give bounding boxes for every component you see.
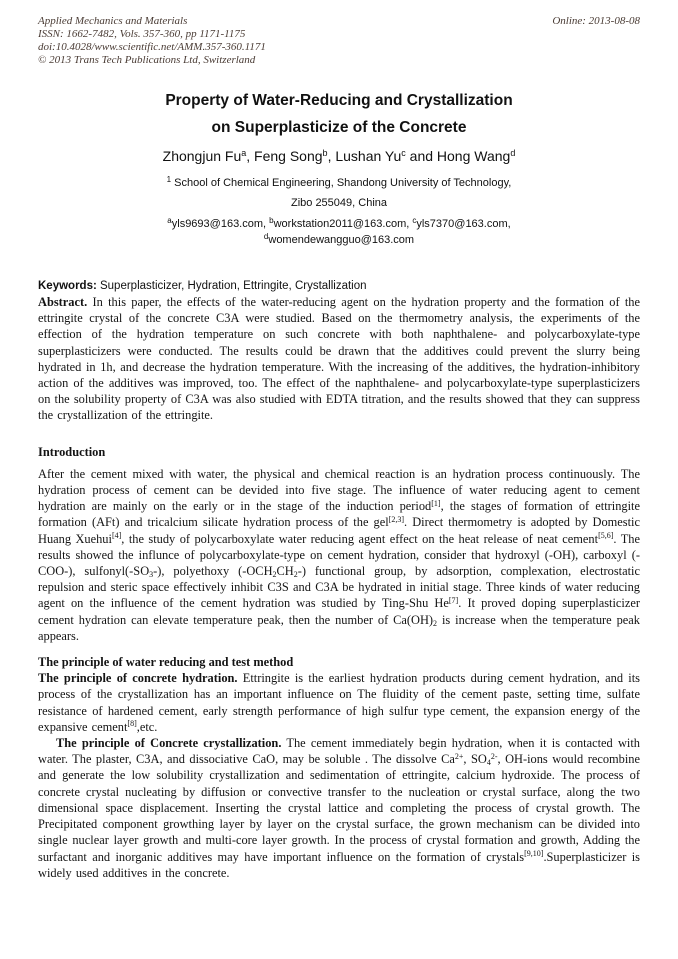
sup-text: a	[241, 148, 247, 158]
principle-section-heading: The principle of water reducing and test method	[38, 655, 294, 670]
sup-text: d	[263, 231, 269, 241]
sup-text: 1	[166, 174, 172, 184]
hydration-paragraph: The principle of concrete hydration. Ettringite is the earliest hydration products during cement hydration, and its process of the crystallization has an important influence on The fluidity of the cement paste, setting time, sulfate resistance of hardened cement, early strength performance of high sulfur type cement, the expansion energy of the expansive cement[8],etc.	[38, 671, 640, 734]
sub-text: 3	[149, 570, 154, 580]
journal-name: Applied Mechanics and Materials	[38, 15, 188, 27]
journal-header-left	[38, 15, 266, 67]
sup-text: [7]	[448, 595, 459, 605]
journal-header	[38, 15, 640, 67]
sup-text: [8]	[127, 719, 137, 729]
crystallization-paragraph: The principle of Concrete crystallization. The cement immediately begin hydration, when it is contacted with water. The plaster, C3A, and dissociative CaO, may be soluble . The dissolve $Ca^{2+}$, $SO_4^{2-}$, OH-ions would recombine and generate the low solubility crystallization and sedimentation of ettringite, calcium hydroxide. The process of concrete crystal nucleating by diffusion or convective transfer to the nucleation or crystal surface, along the two dimensional space displacement. Inserting the crystal lattice and completing the process of crystal growth. The Precipitated component growthing layer by layer on the crystal surface, the grown mechanism can be divided into single nuclear layer growth and multi-core layer growth. In the process of crystal formation and growth, Adding the surfactant and inorganic additives may have important influence on the formation of crystals[9,10].Superplasticizer is widely used additives in the concrete.	[38, 736, 640, 880]
keywords-line: Keywords: Superplasticizer, Hydration, Ettringite, Crystallization	[38, 280, 367, 292]
emails-block	[38, 216, 640, 248]
copyright-line: © 2013 Trans Tech Publications Ltd, Switzerland	[38, 54, 256, 66]
sup-text: [2,3]	[388, 514, 405, 524]
b-text: The principle of concrete hydration.	[38, 671, 238, 686]
emails-line-1: $^a$yls9693@163.com, $^b$workstation2011@163.com, $^c$yls7370@163.com,	[167, 215, 511, 230]
paper-title-line-2: on Superplasticize of the Concrete	[211, 119, 467, 136]
b-text: Keywords:	[38, 280, 97, 292]
affiliation-line-1: $^1$ School of Chemical Engineering, Shandong University of Technology,	[166, 174, 512, 189]
introduction-paragraph: After the cement mixed with water, the physical and chemical reaction is an hydration process continuously. The hydration process of cement can be devided into five stage. The influence of water reducing agent to cement hydration are mainly on the early or in the stage of the induction period[1], the stages of formation of ettringite formation (AFt) and tricalcium silicate hydration process of the gel[2,3]. Direct thermometry is adopted by Domestic Huang Xuehui[4], the study of polycarboxylate water reducing agent effect on the heat release of neat cement[5,6]. The results showed the influnce of polycarboxylate-type on cement hydration, consider that hydroxyl (-OH), carboxyl (-COO-), $sulfonyl(-SO_3-)$, polyethoxy $(-OCH_2CH_2-)$ functional group, by adsorption, complexation, electrostatic repulsion and steric space effectively inhibit C3S and C3A be hydrated in initial stage. Three kinds of water reducing agent on the influence of the cement hydration was studied by Ting-Shu He[7]. It proved doping superplasticizer cement hydration can elevate temperature peak, then the number of $Ca(OH)_2$ is increase when the temperature peak appears.	[38, 466, 641, 643]
affiliation-block	[38, 173, 640, 213]
issn-line: ISSN: 1662-7482, Vols. 357-360, pp 1171-1175	[38, 28, 246, 40]
sup-text: [9,10]	[524, 849, 544, 858]
sup-text: 2+	[454, 751, 464, 761]
abstract-paragraph: Abstract. In this paper, the effects of the water-reducing agent on the hydration property and the formation of the ettringite crystal of the concrete C3A were studied. Based on the thermometry analysis, the experiments of the effection of the hydration temperature on such concrete with both naphthalene- and polycarboxylate-type superplasticizers were conducted. The results could be drawn that the additives could prevent the slurry being hydrated in 1h, and decrease the hydration temperature. With the increasing of the additives, the hydration-inhibitory action of the additives was improved, too. The effect of the naphthalene- and polycarboxylate-type superplasticizers on the solubility property of C3A was also studied with EDTA titration, and the results showed that they can suppress the crystallization of the ettringite.	[38, 295, 640, 423]
sup-text: a	[167, 215, 172, 225]
sup-text: [5,6]	[598, 531, 614, 541]
sub-text: 2	[293, 570, 298, 580]
paper-title	[38, 87, 640, 141]
sup-text: [4]	[111, 531, 122, 541]
sup-text: d	[510, 148, 516, 158]
sup-text: b	[269, 215, 274, 225]
sup-text: b	[322, 148, 328, 158]
sup-text: c	[401, 148, 406, 158]
sup-text: c	[412, 215, 417, 225]
sub-text: 2	[433, 618, 438, 628]
introduction-heading: Introduction	[38, 444, 106, 459]
sub-text: 4	[486, 758, 491, 768]
sup-text: [1]	[431, 498, 441, 508]
sub-text: 2	[272, 570, 277, 580]
b-text: Abstract.	[38, 295, 88, 309]
authors-line: Zhongjun Fu$^a$, Feng Song$^b$, Lushan Yu$^c$ and Hong Wang$^d$	[162, 148, 516, 164]
paper-title-line-1: Property of Water-Reducing and Crystallization	[165, 92, 513, 109]
b-text: The principle of Concrete crystallization.	[56, 736, 282, 751]
affiliation-line-2: Zibo 255049, China	[290, 197, 387, 209]
emails-line-2: $^d$womendewangguo@163.com	[263, 231, 415, 246]
doi-line: doi:10.4028/www.scientific.net/AMM.357-360.1171	[38, 41, 266, 53]
online-date: Online: 2013-08-08	[552, 15, 640, 27]
sup-text: 2-	[490, 751, 498, 761]
